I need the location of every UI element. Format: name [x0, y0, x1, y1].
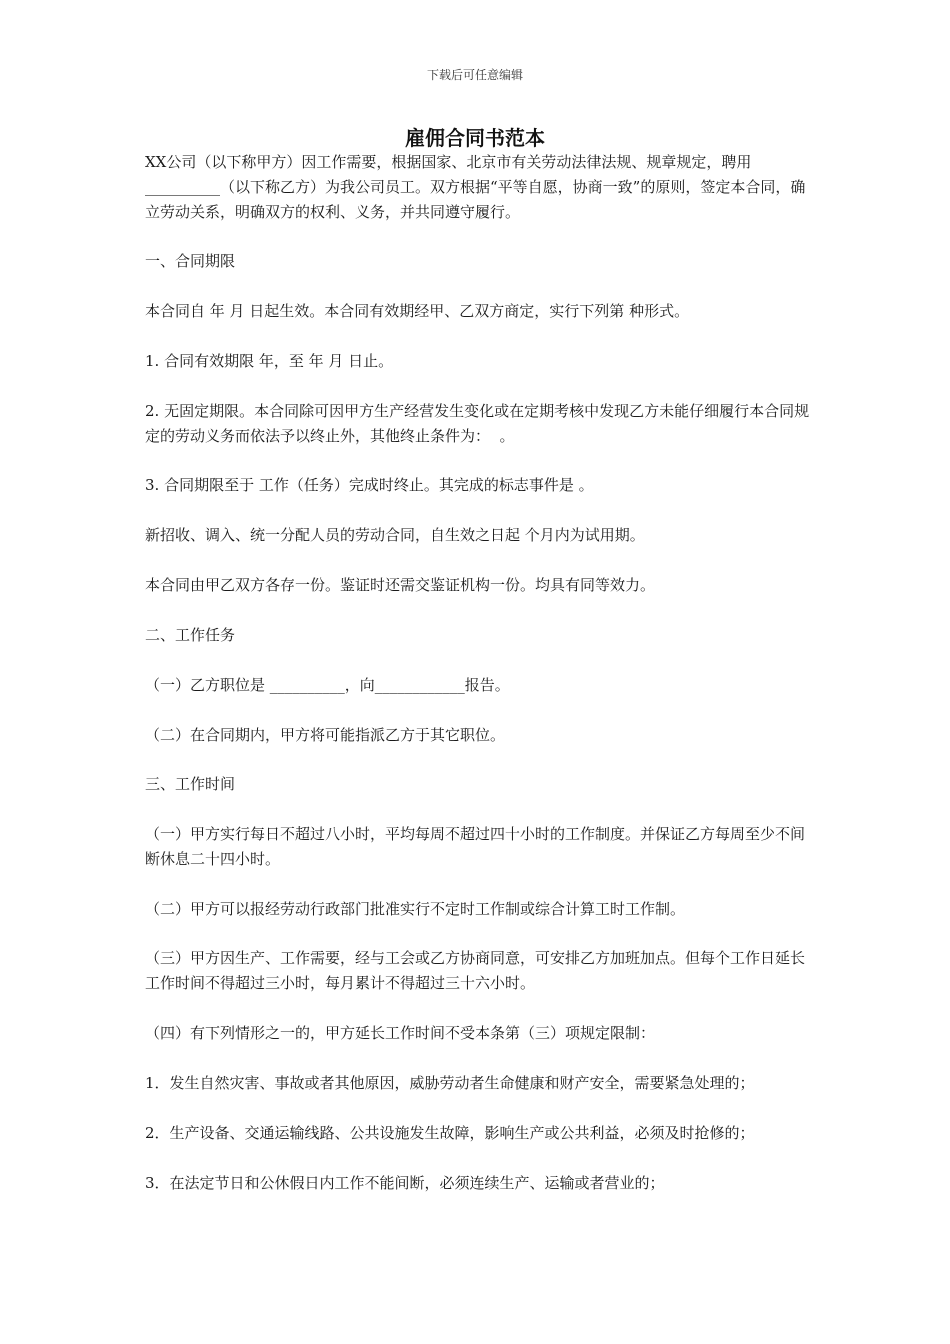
- paragraph-hours-2: （二）甲方可以报经劳动行政部门批准实行不定时工作制或综合计算工时工作制。: [145, 900, 686, 918]
- paragraph-hours-3: （三）甲方因生产、工作需要，经与工会或乙方协商同意，可安排乙方加班加点。但每个工作日延长工作时间不得超过三小时，每月累计不得超过三十六小时。: [145, 949, 806, 992]
- intro-paragraph: XX公司（以下称甲方）因工作需要，根据国家、北京市有关劳动法律法规、规章规定，聘用__________（以下称乙方）为我公司员工。双方根据“平等自愿，协商一致”的原则，签定本合同，确立劳动关系，明确双方的权利、义务，并共同遵守履行。: [145, 153, 806, 221]
- list-item-exception-1: 1．发生自然灾害、事故或者其他原因，威胁劳动者生命健康和财产安全，需要紧急处理的；: [145, 1074, 755, 1092]
- paragraph-position: （一）乙方职位是 __________，向____________报告。: [145, 676, 510, 694]
- paragraph-effective-date: 本合同自 年 月 日起生效。本合同有效期经甲、乙双方商定，实行下列第 种形式。: [145, 302, 690, 320]
- document-title: 雇佣合同书范本: [405, 126, 545, 150]
- section-heading-work-hours: 三、工作时间: [145, 775, 236, 793]
- list-item-fixed-term: 1. 合同有效期限 年，至 年 月 日止。: [145, 352, 394, 370]
- list-item-open-term: 2. 无固定期限。本合同除可因甲方生产经营发生变化或在定期考核中发现乙方未能仔细履行本合同规定的劳动义务而依法予以终止外，其他终止条件为： 。: [145, 402, 810, 445]
- header-note: 下载后可任意编辑: [426, 68, 523, 82]
- paragraph-copies: 本合同由甲乙双方各存一份。鉴证时还需交鉴证机构一份。均具有同等效力。: [145, 576, 656, 594]
- list-item-task-term: 3. 合同期限至于 工作（任务）完成时终止。其完成的标志事件是 。: [145, 476, 594, 494]
- paragraph-hours-1: （一）甲方实行每日不超过八小时，平均每周不超过四十小时的工作制度。并保证乙方每周至少不间断休息二十四小时。: [145, 825, 806, 868]
- section-heading-work-tasks: 二、工作任务: [145, 626, 236, 644]
- paragraph-reassignment: （二）在合同期内，甲方将可能指派乙方于其它职位。: [145, 726, 506, 744]
- list-item-exception-2: 2．生产设备、交通运输线路、公共设施发生故障，影响生产或公共利益，必须及时抢修的；: [145, 1124, 755, 1142]
- paragraph-probation: 新招收、调入、统一分配人员的劳动合同，自生效之日起 个月内为试用期。: [145, 526, 645, 544]
- list-item-exception-3: 3．在法定节日和公休假日内工作不能间断，必须连续生产、运输或者营业的；: [145, 1174, 665, 1192]
- section-heading-contract-term: 一、合同期限: [145, 252, 236, 270]
- paragraph-hours-4: （四）有下列情形之一的，甲方延长工作时间不受本条第（三）项规定限制：: [145, 1024, 656, 1042]
